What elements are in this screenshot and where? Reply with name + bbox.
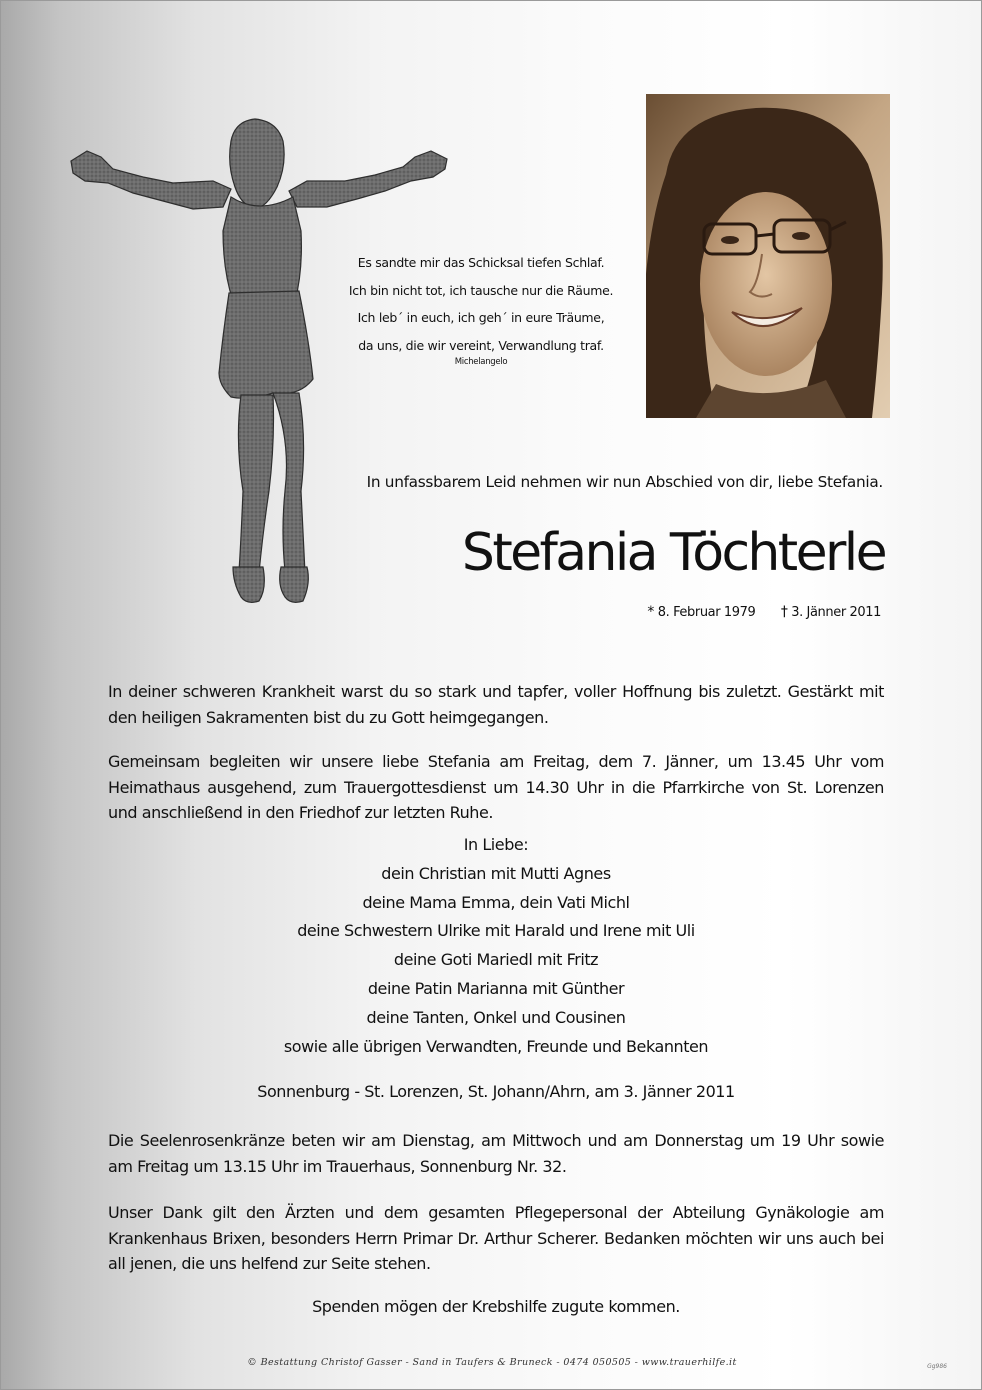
mourner-line: dein Christian mit Mutti Agnes: [381, 863, 611, 883]
mourner-line: deine Mama Emma, dein Vati Michl: [362, 892, 630, 912]
birth-symbol: *: [647, 604, 654, 620]
deceased-name: Stefania Töchterle: [461, 523, 885, 583]
poem-line: da uns, die wir vereint, Verwandlung traf.: [358, 337, 604, 353]
document-code: Gg986: [927, 1363, 947, 1370]
portrait-photo: [646, 94, 890, 418]
mourners-heading: In Liebe:: [463, 835, 529, 854]
mourner-line: deine Schwestern Ulrike mit Harald und Irene mit Uli: [297, 921, 695, 941]
mourners-list: [108, 831, 884, 1061]
poem: [331, 249, 631, 369]
paragraph-thanks: Unser Dank gilt den Ärzten und dem gesamten Pflegepersonal der Abteilung Gynäkologie am Krankenhaus Brixen, besonders Herrn Primar Dr. Arthur Scherer. Bedanken möchten wir uns auch bei all jenen, die uns helfend zur Seite stehen.: [108, 1203, 884, 1273]
birth-date: 8. Februar 1979: [657, 605, 756, 620]
mourner-line: deine Patin Marianna mit Günther: [367, 978, 625, 998]
poem-line: Ich bin nicht tot, ich tausche nur die Räume.: [348, 282, 614, 298]
mourner-line: deine Goti Mariedl mit Fritz: [393, 950, 599, 970]
funeral-home-footer: © Bestattung Christof Gasser - Sand in Taufers & Bruneck - 0474 050505 - www.trauerhilfe.it: [247, 1357, 737, 1368]
poem-line: Es sandte mir das Schicksal tiefen Schlaf.: [357, 255, 605, 270]
paragraph-illness: In deiner schweren Krankheit warst du so stark und tapfer, voller Hoffnung bis zuletzt. Gestärkt mit den heiligen Sakramenten bist du zu Gott heimgegangen.: [108, 682, 884, 727]
poem-author: Michelangelo: [454, 357, 508, 367]
paragraph-funeral: Gemeinsam begleiten wir unsere liebe Stefania am Freitag, dem 7. Jänner, um 13.45 Uhr vom Heimathaus ausgehend, zum Trauergottesdienst um 14.30 Uhr in die Pfarrkirche von St. Lorenzen und anschließend in den Friedhof zur letzten Ruhe.: [108, 752, 884, 822]
poem-line: Ich leb´ in euch, ich geh´ in eure Träume,: [357, 310, 605, 325]
place-date: Sonnenburg - St. Lorenzen, St. Johann/Ahrn, am 3. Jänner 2011: [257, 1082, 735, 1101]
paragraph-rosary: Die Seelenrosenkränze beten wir am Dienstag, am Mittwoch und am Donnerstag um 19 Uhr sowie am Freitag um 13.15 Uhr im Trauerhaus, Sonnenburg Nr. 32.: [108, 1131, 884, 1176]
life-dates: [647, 604, 881, 620]
mourner-line: sowie alle übrigen Verwandten, Freunde und Bekannten: [283, 1036, 709, 1056]
mourner-line: deine Tanten, Onkel und Cousinen: [366, 1007, 626, 1027]
donations-note: Spenden mögen der Krebshilfe zugute kommen.: [312, 1297, 680, 1316]
death-date: 3. Jänner 2011: [791, 605, 881, 620]
death-symbol: †: [780, 604, 788, 620]
intro-text: In unfassbarem Leid nehmen wir nun Abschied von dir, liebe Stefania.: [366, 473, 883, 491]
